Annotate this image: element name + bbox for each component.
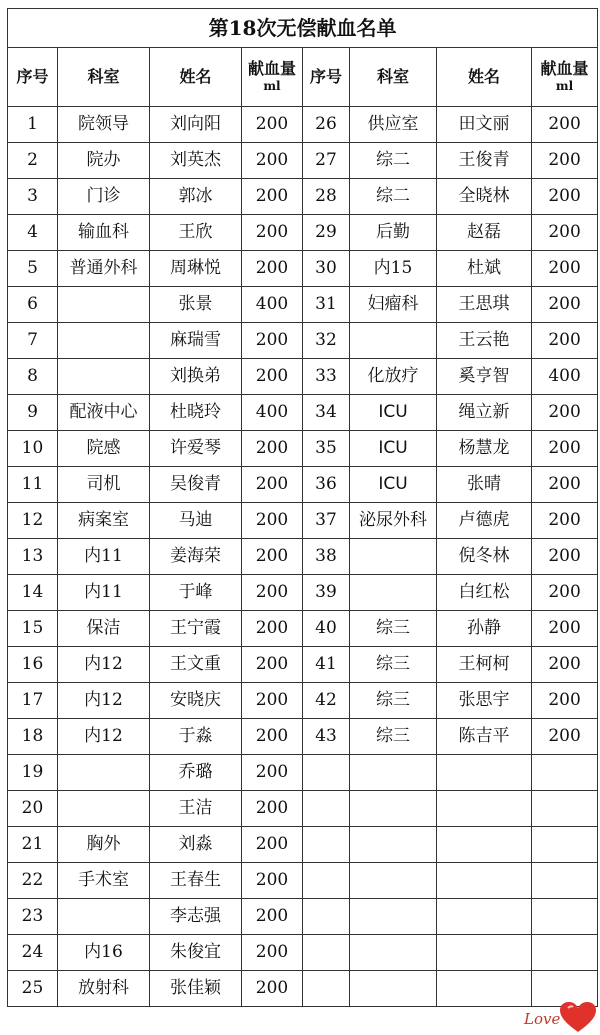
cell-name-left: 李志强 <box>150 899 242 935</box>
cell-amount-right: 200 <box>532 143 598 179</box>
cell-seq-left: 4 <box>8 215 58 251</box>
cell-seq-right: 43 <box>303 719 350 755</box>
cell-seq-left: 19 <box>8 755 58 791</box>
table-row <box>8 251 598 287</box>
cell-amount-right: 400 <box>532 359 598 395</box>
cell-name-right: 全晓林 <box>437 179 532 215</box>
cell-name-right: 陈吉平 <box>437 719 532 755</box>
cell-dept-left: 内11 <box>58 575 150 611</box>
header-amount-left <box>242 48 303 107</box>
cell-amount-left: 200 <box>242 575 303 611</box>
cell-seq-left: 1 <box>8 107 58 143</box>
cell-dept-right: ICU <box>350 431 437 467</box>
cell-name-right <box>437 863 532 899</box>
cell-amount-left: 400 <box>242 287 303 323</box>
cell-seq-left: 16 <box>8 647 58 683</box>
cell-dept-left: 保洁 <box>58 611 150 647</box>
cell-name-right: 卢德虎 <box>437 503 532 539</box>
cell-seq-right: 32 <box>303 323 350 359</box>
cell-seq-left: 9 <box>8 395 58 431</box>
love-text: Love <box>524 1010 561 1028</box>
cell-dept-left: 内12 <box>58 719 150 755</box>
cell-dept-right <box>350 899 437 935</box>
heart-icon <box>558 1000 598 1034</box>
table-row <box>8 503 598 539</box>
cell-seq-left: 22 <box>8 863 58 899</box>
cell-amount-right: 200 <box>532 575 598 611</box>
table-row <box>8 575 598 611</box>
cell-seq-left: 8 <box>8 359 58 395</box>
cell-seq-left: 23 <box>8 899 58 935</box>
cell-dept-left <box>58 359 150 395</box>
cell-seq-right <box>303 935 350 971</box>
cell-name-left: 马迪 <box>150 503 242 539</box>
cell-seq-left: 14 <box>8 575 58 611</box>
cell-dept-left: 门诊 <box>58 179 150 215</box>
cell-amount-left: 200 <box>242 755 303 791</box>
cell-name-right <box>437 971 532 1007</box>
cell-seq-right: 41 <box>303 647 350 683</box>
cell-amount-left: 200 <box>242 179 303 215</box>
cell-seq-left: 3 <box>8 179 58 215</box>
cell-amount-right: 200 <box>532 107 598 143</box>
cell-seq-left: 25 <box>8 971 58 1007</box>
cell-amount-left: 200 <box>242 719 303 755</box>
cell-seq-left: 6 <box>8 287 58 323</box>
cell-seq-left: 11 <box>8 467 58 503</box>
cell-seq-right: 40 <box>303 611 350 647</box>
cell-dept-left: 放射科 <box>58 971 150 1007</box>
cell-seq-right: 28 <box>303 179 350 215</box>
cell-amount-left: 200 <box>242 971 303 1007</box>
cell-name-right: 张晴 <box>437 467 532 503</box>
table-row <box>8 431 598 467</box>
cell-name-left: 王洁 <box>150 791 242 827</box>
cell-name-right <box>437 899 532 935</box>
cell-amount-right <box>532 899 598 935</box>
cell-name-left: 周琳悦 <box>150 251 242 287</box>
cell-amount-right: 200 <box>532 467 598 503</box>
cell-dept-right: ICU <box>350 395 437 431</box>
cell-name-left: 姜海荣 <box>150 539 242 575</box>
cell-seq-right <box>303 791 350 827</box>
cell-name-right: 赵磊 <box>437 215 532 251</box>
cell-amount-left: 200 <box>242 503 303 539</box>
cell-amount-left: 400 <box>242 395 303 431</box>
cell-dept-left: 院感 <box>58 431 150 467</box>
cell-name-right: 奚亨智 <box>437 359 532 395</box>
cell-amount-left: 200 <box>242 827 303 863</box>
cell-seq-left: 7 <box>8 323 58 359</box>
cell-name-right: 孙静 <box>437 611 532 647</box>
cell-amount-right <box>532 791 598 827</box>
header-amount-label: 献血量 <box>247 58 296 78</box>
cell-seq-left: 24 <box>8 935 58 971</box>
cell-dept-left <box>58 755 150 791</box>
cell-seq-left: 20 <box>8 791 58 827</box>
cell-dept-right <box>350 539 437 575</box>
cell-dept-left: 内11 <box>58 539 150 575</box>
cell-seq-left: 5 <box>8 251 58 287</box>
cell-dept-left: 配液中心 <box>58 395 150 431</box>
cell-name-left: 朱俊宜 <box>150 935 242 971</box>
cell-name-left: 刘换弟 <box>150 359 242 395</box>
cell-seq-left: 13 <box>8 539 58 575</box>
cell-name-right: 张思宇 <box>437 683 532 719</box>
cell-dept-right: 供应室 <box>350 107 437 143</box>
cell-name-left: 刘英杰 <box>150 143 242 179</box>
cell-name-right: 倪冬林 <box>437 539 532 575</box>
table-row <box>8 539 598 575</box>
cell-amount-left: 200 <box>242 863 303 899</box>
cell-amount-left: 200 <box>242 899 303 935</box>
cell-seq-right: 34 <box>303 395 350 431</box>
cell-amount-right: 200 <box>532 431 598 467</box>
cell-name-left: 杜晓玲 <box>150 395 242 431</box>
cell-seq-right <box>303 827 350 863</box>
cell-seq-left: 10 <box>8 431 58 467</box>
cell-dept-right <box>350 791 437 827</box>
cell-amount-right: 200 <box>532 539 598 575</box>
cell-name-left: 张景 <box>150 287 242 323</box>
cell-amount-right: 200 <box>532 719 598 755</box>
cell-dept-left <box>58 287 150 323</box>
cell-seq-right: 36 <box>303 467 350 503</box>
table-row <box>8 863 598 899</box>
cell-name-right <box>437 827 532 863</box>
cell-seq-right <box>303 863 350 899</box>
cell-amount-left: 200 <box>242 647 303 683</box>
cell-amount-left: 200 <box>242 215 303 251</box>
cell-dept-left <box>58 899 150 935</box>
cell-dept-right <box>350 827 437 863</box>
table-row <box>8 395 598 431</box>
table-row <box>8 935 598 971</box>
cell-dept-right: 综三 <box>350 719 437 755</box>
cell-seq-left: 17 <box>8 683 58 719</box>
cell-name-right: 杨慧龙 <box>437 431 532 467</box>
table-row <box>8 719 598 755</box>
table-row <box>8 971 598 1007</box>
table-row <box>8 611 598 647</box>
cell-seq-right: 27 <box>303 143 350 179</box>
header-amount-unit: ml <box>555 79 574 94</box>
cell-dept-left: 内12 <box>58 683 150 719</box>
cell-seq-right: 30 <box>303 251 350 287</box>
header-amount-unit: ml <box>263 79 281 94</box>
cell-name-left: 王春生 <box>150 863 242 899</box>
table-row <box>8 755 598 791</box>
cell-amount-right: 200 <box>532 611 598 647</box>
table-row <box>8 683 598 719</box>
cell-seq-left: 2 <box>8 143 58 179</box>
cell-name-right <box>437 935 532 971</box>
cell-dept-right <box>350 755 437 791</box>
love-decoration <box>522 1000 598 1034</box>
cell-dept-right <box>350 935 437 971</box>
cell-dept-left: 手术室 <box>58 863 150 899</box>
header-dept-right: 科室 <box>350 48 437 107</box>
cell-name-right: 白红松 <box>437 575 532 611</box>
cell-dept-right <box>350 971 437 1007</box>
cell-seq-right <box>303 755 350 791</box>
cell-amount-left: 200 <box>242 791 303 827</box>
table-row <box>8 359 598 395</box>
cell-dept-right: 综三 <box>350 647 437 683</box>
cell-name-left: 刘淼 <box>150 827 242 863</box>
table-body <box>8 107 598 1007</box>
cell-dept-right <box>350 575 437 611</box>
cell-name-right <box>437 791 532 827</box>
cell-amount-right: 200 <box>532 287 598 323</box>
table-row <box>8 791 598 827</box>
cell-name-left: 许爱琴 <box>150 431 242 467</box>
cell-seq-right: 37 <box>303 503 350 539</box>
cell-name-right: 绳立新 <box>437 395 532 431</box>
cell-seq-right: 39 <box>303 575 350 611</box>
cell-amount-left: 200 <box>242 611 303 647</box>
cell-dept-right: ICU <box>350 467 437 503</box>
table-row <box>8 107 598 143</box>
cell-name-left: 王欣 <box>150 215 242 251</box>
cell-dept-left: 胸外 <box>58 827 150 863</box>
cell-seq-left: 21 <box>8 827 58 863</box>
cell-amount-right: 200 <box>532 647 598 683</box>
cell-dept-right: 综三 <box>350 611 437 647</box>
cell-name-right <box>437 755 532 791</box>
cell-dept-right: 泌尿外科 <box>350 503 437 539</box>
cell-dept-right: 妇瘤科 <box>350 287 437 323</box>
table-row <box>8 827 598 863</box>
table-title: 第18次无偿献血名单 <box>8 9 598 48</box>
cell-name-left: 于峰 <box>150 575 242 611</box>
cell-seq-right: 35 <box>303 431 350 467</box>
donor-list-table <box>7 8 598 1007</box>
cell-dept-left: 院办 <box>58 143 150 179</box>
cell-dept-right: 后勤 <box>350 215 437 251</box>
table-row <box>8 179 598 215</box>
cell-name-left: 麻瑞雪 <box>150 323 242 359</box>
cell-dept-left: 内16 <box>58 935 150 971</box>
cell-name-left: 刘向阳 <box>150 107 242 143</box>
cell-name-left: 安晓庆 <box>150 683 242 719</box>
cell-amount-left: 200 <box>242 539 303 575</box>
cell-name-left: 张佳颖 <box>150 971 242 1007</box>
cell-name-left: 于淼 <box>150 719 242 755</box>
cell-amount-right <box>532 755 598 791</box>
table-row <box>8 323 598 359</box>
cell-dept-right <box>350 323 437 359</box>
cell-dept-right: 综二 <box>350 143 437 179</box>
cell-amount-right: 200 <box>532 251 598 287</box>
cell-amount-left: 200 <box>242 359 303 395</box>
cell-amount-right: 200 <box>532 683 598 719</box>
cell-amount-right: 200 <box>532 503 598 539</box>
cell-name-left: 乔璐 <box>150 755 242 791</box>
cell-dept-right: 内15 <box>350 251 437 287</box>
cell-seq-right <box>303 899 350 935</box>
cell-seq-right: 33 <box>303 359 350 395</box>
cell-name-right: 田文丽 <box>437 107 532 143</box>
cell-name-left: 王文重 <box>150 647 242 683</box>
cell-amount-right <box>532 935 598 971</box>
cell-dept-left: 司机 <box>58 467 150 503</box>
cell-dept-right: 综三 <box>350 683 437 719</box>
cell-name-right: 杜斌 <box>437 251 532 287</box>
cell-dept-left: 输血科 <box>58 215 150 251</box>
cell-dept-left: 内12 <box>58 647 150 683</box>
header-name-left: 姓名 <box>150 48 242 107</box>
table-row <box>8 467 598 503</box>
cell-amount-right: 200 <box>532 215 598 251</box>
cell-name-left: 郭冰 <box>150 179 242 215</box>
cell-dept-left <box>58 323 150 359</box>
cell-dept-left: 院领导 <box>58 107 150 143</box>
table-row <box>8 647 598 683</box>
cell-dept-right: 综二 <box>350 179 437 215</box>
header-dept-left: 科室 <box>58 48 150 107</box>
cell-dept-left <box>58 791 150 827</box>
cell-amount-left: 200 <box>242 323 303 359</box>
cell-name-right: 王俊青 <box>437 143 532 179</box>
cell-seq-right <box>303 971 350 1007</box>
header-seq-right: 序号 <box>303 48 350 107</box>
cell-name-right: 王柯柯 <box>437 647 532 683</box>
cell-dept-left: 病案室 <box>58 503 150 539</box>
header-amount-label: 献血量 <box>540 58 589 78</box>
cell-amount-left: 200 <box>242 251 303 287</box>
cell-amount-right: 200 <box>532 395 598 431</box>
cell-seq-left: 12 <box>8 503 58 539</box>
cell-amount-left: 200 <box>242 431 303 467</box>
cell-amount-right <box>532 827 598 863</box>
cell-dept-left: 普通外科 <box>58 251 150 287</box>
cell-name-left: 吴俊青 <box>150 467 242 503</box>
table-row <box>8 899 598 935</box>
cell-dept-right <box>350 863 437 899</box>
cell-amount-left: 200 <box>242 467 303 503</box>
cell-amount-left: 200 <box>242 683 303 719</box>
header-amount-right <box>532 48 598 107</box>
cell-dept-right: 化放疗 <box>350 359 437 395</box>
cell-name-right: 王云艳 <box>437 323 532 359</box>
header-row <box>8 48 598 107</box>
cell-seq-left: 15 <box>8 611 58 647</box>
cell-amount-right <box>532 863 598 899</box>
cell-name-right: 王思琪 <box>437 287 532 323</box>
cell-amount-right: 200 <box>532 323 598 359</box>
table-row <box>8 215 598 251</box>
cell-seq-right: 29 <box>303 215 350 251</box>
cell-seq-right: 38 <box>303 539 350 575</box>
cell-amount-left: 200 <box>242 143 303 179</box>
table-row <box>8 143 598 179</box>
header-name-right: 姓名 <box>437 48 532 107</box>
cell-seq-left: 18 <box>8 719 58 755</box>
cell-seq-right: 42 <box>303 683 350 719</box>
cell-seq-right: 26 <box>303 107 350 143</box>
header-seq-left: 序号 <box>8 48 58 107</box>
cell-amount-left: 200 <box>242 107 303 143</box>
cell-name-left: 王宁霞 <box>150 611 242 647</box>
cell-seq-right: 31 <box>303 287 350 323</box>
cell-amount-right: 200 <box>532 179 598 215</box>
cell-amount-left: 200 <box>242 935 303 971</box>
table-row <box>8 287 598 323</box>
